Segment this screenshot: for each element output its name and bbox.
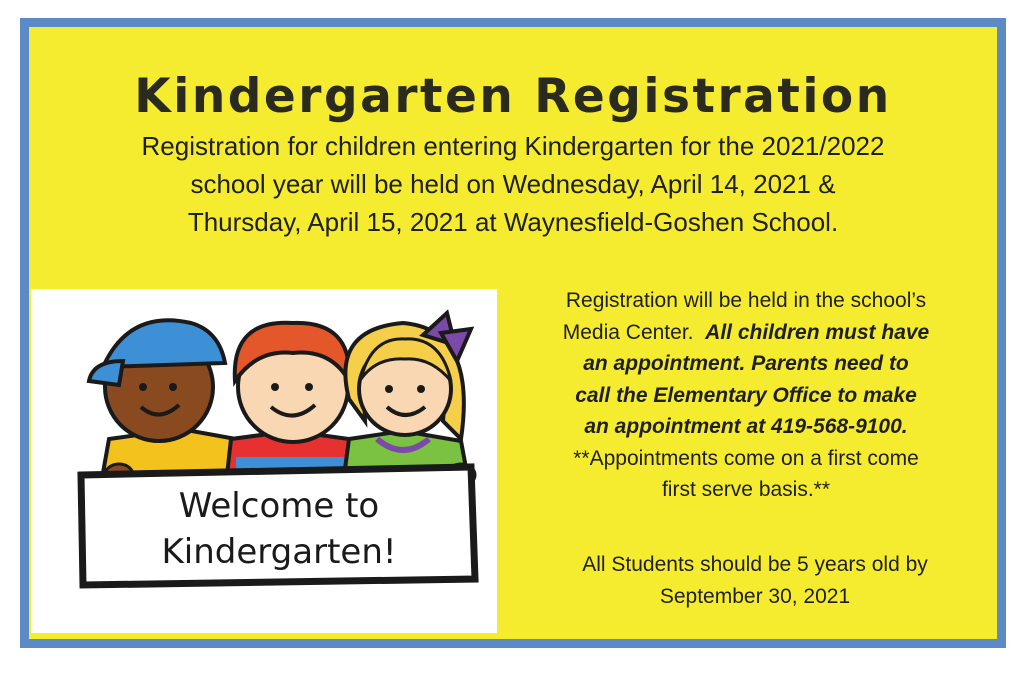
age-line: All Students should be 5 years old by: [582, 553, 928, 576]
welcome-illustration: [31, 289, 497, 633]
info-line: an appointment at 419-568-9100.: [584, 415, 908, 438]
sign-line-1: Welcome to: [178, 486, 380, 526]
info-emphasis: All children must have: [705, 320, 930, 344]
info-line: call the Elementary Office to make: [575, 383, 917, 407]
age-requirement: [505, 549, 1005, 612]
info-line: **Appointments come on a first come: [573, 446, 919, 470]
kid-right: [343, 313, 471, 484]
info-line: Registration will be held in the school’s: [565, 289, 927, 312]
info-line: Media Center. All children must have: [562, 320, 930, 344]
sign-line-2: Kindergarten!: [161, 532, 397, 572]
flyer: [29, 27, 997, 639]
intro-line: Thursday, April 15, 2021 at Waynesfield-Goshen School.: [187, 207, 839, 237]
intro-line: school year will be held on Wednesday, April 14, 2021 &: [190, 169, 836, 199]
age-line: September 30, 2021: [659, 584, 851, 608]
kid-left: [89, 320, 249, 484]
kid-middle: [226, 323, 356, 484]
intro-line: Registration for children entering Kindergarten for the 2021/2022: [141, 131, 885, 161]
intro-text: [29, 127, 997, 241]
info-line: an appointment. Parents need to: [583, 352, 909, 375]
appointment-info: [495, 285, 997, 506]
info-line: first serve basis.**: [661, 478, 831, 501]
kids-illustration: [31, 289, 497, 633]
flyer-title: Kindergarten Registration: [134, 69, 892, 124]
